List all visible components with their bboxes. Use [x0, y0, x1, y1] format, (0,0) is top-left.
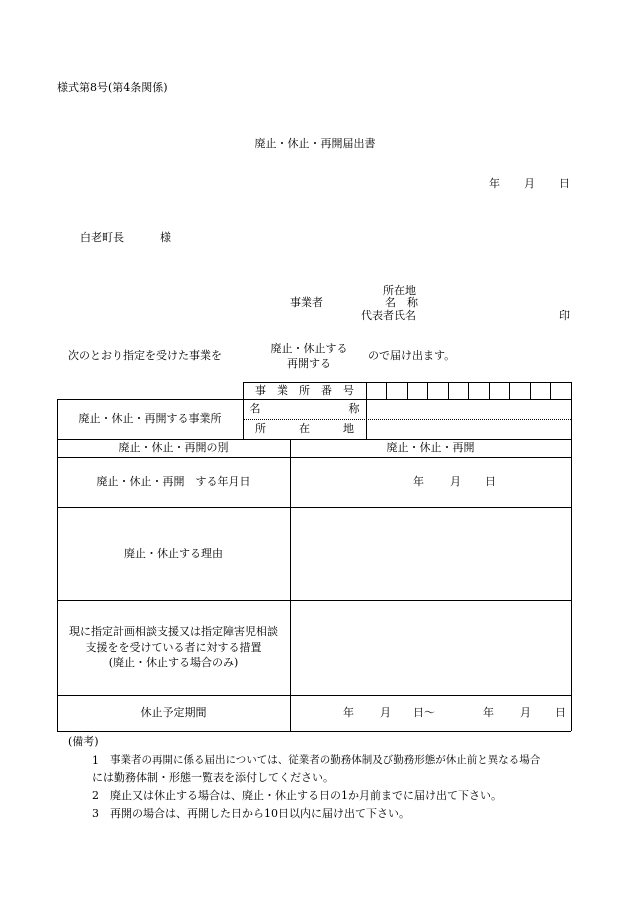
table-date-day: 日	[485, 475, 496, 488]
office-name-label: 名 称	[249, 402, 360, 416]
applicant-rep-label: 代表者氏名	[361, 309, 416, 322]
period-month-1: 月	[380, 706, 391, 719]
intro-option-reopen: 再開する	[287, 357, 331, 370]
period-year-2: 年	[483, 706, 494, 719]
type-value: 廃止・休止・再開	[386, 441, 475, 455]
remarks-header: (備考)	[68, 735, 99, 748]
remark-3-line-1: 再開の場合は、再開した日から10日以内に届け出て下さい。	[110, 807, 410, 820]
office-address-label: 所 在 地	[255, 422, 354, 436]
remark-1-num: 1	[92, 754, 99, 767]
measures-label	[57, 600, 290, 695]
table-date-year: 年	[413, 475, 424, 488]
remark-3-num: 3	[92, 807, 99, 820]
intro-suffix: ので届け出ます。	[368, 349, 456, 362]
date-year-label: 年	[489, 177, 500, 190]
date-day-label: 日	[559, 177, 570, 190]
seal-mark: 印	[559, 309, 570, 322]
table-date-month: 月	[450, 475, 461, 488]
remark-2-num: 2	[92, 789, 99, 802]
measures-label-line-3: (廃止・休止する場合のみ)	[108, 656, 239, 670]
period-label: 休止予定期間	[140, 706, 207, 720]
addressee-honorific: 様	[160, 231, 171, 244]
addressee-name: 白老町長	[80, 231, 124, 244]
intro-option-close: 廃止・休止する	[270, 342, 348, 355]
form-number: 様式第8号(第4条関係)	[57, 81, 168, 94]
measures-label-line-2: 支援をを受けている者に対する措置	[85, 640, 262, 654]
office-number-label: 事 業 所 番 号	[255, 383, 354, 397]
period-year-1: 年	[343, 706, 354, 719]
period-month-2: 月	[520, 706, 531, 719]
measures-label-line-1: 現に指定計画相談支援又は指定障害児相談	[69, 625, 278, 639]
date-month-label: 月	[524, 177, 535, 190]
intro-prefix: 次のとおり指定を受けた事業を	[68, 349, 222, 362]
remark-1-line-1: 事業者の再開に係る届出については、従業者の勤務体制及び勤務形態が休止前と異なる場合	[110, 754, 541, 766]
applicant-address-label: 所在地	[383, 284, 416, 297]
form-title: 廃止・休止・再開届出書	[254, 137, 376, 150]
period-day-1: 日〜	[413, 706, 435, 719]
remark-1-line-2: には勤務体制・形態一覧表を添付してください。	[92, 771, 334, 784]
office-section-label: 廃止・休止・再開する事業所	[78, 412, 222, 426]
remark-2-line-1: 廃止又は休止する場合は、廃止・休止する日の1か月前までに届け出て下さい。	[110, 789, 502, 802]
date-label: 廃止・休止・再開 する年月日	[96, 475, 251, 489]
period-day-2: 日	[555, 706, 566, 719]
reason-label: 廃止・休止する理由	[124, 546, 223, 560]
applicant-name-label: 名 称	[385, 296, 418, 309]
type-label: 廃止・休止・再開の別	[118, 441, 229, 455]
applicant-label: 事業者	[290, 296, 323, 309]
